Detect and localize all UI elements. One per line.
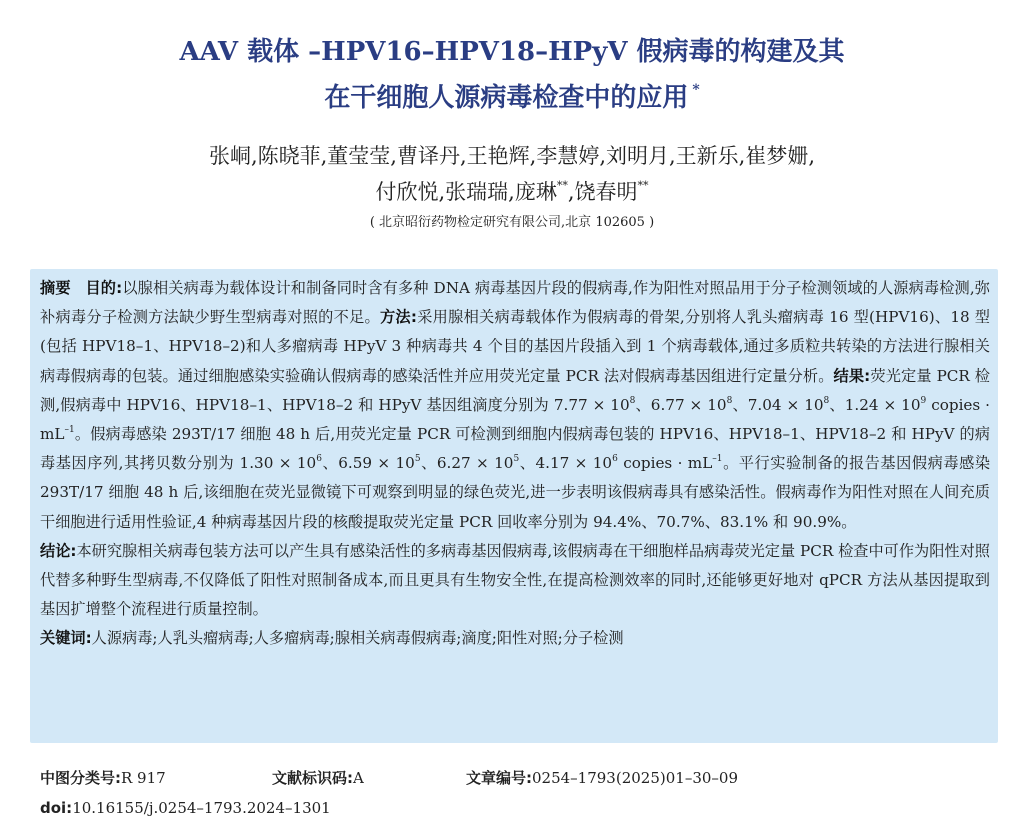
abstract-text <box>40 274 990 654</box>
paper-title-line-1: AAV 载体 –HPV16–HPV18–HPyV 假病毒的构建及其 <box>179 37 845 67</box>
keywords-label: 关键词: <box>40 629 92 648</box>
clc-label: 中图分类号: <box>40 769 121 787</box>
keywords-text: 人源病毒;人乳头瘤病毒;人多瘤病毒;腺相关病毒假病毒;滴度;阳性对照;分子检测 <box>91 629 624 648</box>
keywords-line <box>40 624 990 653</box>
abstract-label: 摘要 <box>40 279 71 297</box>
doi-value: 10.16155/j.0254–1793.2024–1301 <box>72 799 331 817</box>
exponent: 5 <box>513 454 520 465</box>
results-text: 、6.27 × 10 <box>420 454 514 473</box>
results-text: copies · mL <box>40 395 990 444</box>
conclusion-label: 结论: <box>40 541 77 560</box>
doc-code-value: A <box>353 769 364 787</box>
purpose-label: 目的: <box>85 279 123 297</box>
article-number-value: 0254–1793(2025)01–30–09 <box>532 769 738 787</box>
results-text: 、4.17 × 10 <box>519 454 613 473</box>
results-text: 荧光定量 PCR 检测,假病毒中 HPV16、HPV18–1、HPV18–2 和 HPyV 基因组滴度分别为 7.77 × 10 <box>40 366 990 414</box>
exponent: 6 <box>316 454 322 465</box>
doi-label: doi: <box>40 799 73 817</box>
results-text: 、6.77 × 10 <box>635 395 727 414</box>
exponent: –1 <box>712 454 723 465</box>
article-number-label: 文章编号: <box>466 769 532 787</box>
results-label: 结果: <box>833 366 871 385</box>
author-list-line-1: 张峒,陈晓菲,董莹莹,曹译丹,王艳辉,李慧婷,刘明月,王新乐,崔梦姗, <box>208 144 816 168</box>
results-text: 、7.04 × 10 <box>732 395 824 414</box>
conclusion-text: 本研究腺相关病毒包装方法可以产生具有感染活性的多病毒基因假病毒,该假病毒在干细胞样品病毒荧光定量 PCR 检查中可作为阳性对照代替多种野生型病毒,不仅降低了阳性对照制备成本,而且更具有生物安全性,在提高检测效率的同时,还能够更好地对 qPCR 方法从基因提取到基因扩增整个流程进行质量控制。 <box>40 541 990 619</box>
title-footnote-mark: * <box>692 82 700 98</box>
exponent: 8 <box>726 395 733 406</box>
clc-number <box>40 767 166 789</box>
authors-part-a: 付欣悦,张瑞瑞,庞琳 <box>375 180 557 204</box>
methods-label: 方法: <box>379 308 417 327</box>
clc-value: R 917 <box>121 769 166 787</box>
exponent: –1 <box>64 425 75 436</box>
exponent: 6 <box>612 454 618 465</box>
article-number <box>466 767 738 789</box>
exponent: 8 <box>629 395 636 406</box>
doi <box>40 797 331 819</box>
authors-part-b: ,饶春明 <box>567 180 638 204</box>
results-text: 、1.24 × 10 <box>829 395 921 414</box>
results-text: copies · mL <box>617 454 713 473</box>
results-text: 。假病毒感染 293T/17 细胞 48 h 后,用荧光定量 PCR 可检测到细胞内假病毒包装的 HPV16、HPV18–1、HPV18–2 和 HPyV 的病毒基因序列,其拷贝数分别为 1.30 × 10 <box>40 425 990 473</box>
results-text: 、6.59 × 10 <box>321 454 415 473</box>
exponent: 9 <box>920 395 927 406</box>
corresponding-mark-1: ** <box>556 179 568 192</box>
doc-code-label: 文献标识码: <box>272 769 353 787</box>
purpose-text: 以腺相关病毒为载体设计和制备同时含有多种 DNA 病毒基因片段的假病毒,作为阳性对照品用于分子检测领域的人源病毒检测,弥补病毒分子检测方法缺少野生型病毒对照的不足。 <box>40 279 990 327</box>
results-text: 。平行实验制备的报告基因假病毒感染 293T/17 细胞 48 h 后,该细胞在荧光显微镜下可观察到明显的绿色荧光,进一步表明该假病毒具有感染活性。假病毒作为阳性对照在人间充质干细胞进行适用性验证,4 种病毒基因片段的核酸提取荧光定量 PCR 回收率分别为 94.4%、70.7%、83.1% 和 90.9%。 <box>40 454 991 531</box>
document-code <box>272 767 364 789</box>
affiliation: ( 北京昭衍药物检定研究有限公司,北京 102605 ) <box>369 215 655 230</box>
exponent: 5 <box>414 454 421 465</box>
corresponding-mark-2: ** <box>637 179 649 192</box>
author-list-line-2 <box>0 170 1024 208</box>
methods-text: 采用腺相关病毒载体作为假病毒的骨架,分别将人乳头瘤病毒 16 型(HPV16)、18 型(包括 HPV18–1、HPV18–2)和人多瘤病毒 HPyV 3 种病毒共 4 个目的基因片段插入到 1 个病毒载体,通过多质粒共转染的方法进行腺相关病毒假病毒的包装。通过细胞感染实验确认假病毒的感染活性并应用荧光定量 PCR 法对假病毒基因组进行定量分析。 <box>40 308 990 385</box>
exponent: 8 <box>823 395 830 406</box>
paper-title-line-2 <box>0 72 1024 116</box>
paper-title-text: 在干细胞人源病毒检查中的应用 <box>324 83 689 113</box>
